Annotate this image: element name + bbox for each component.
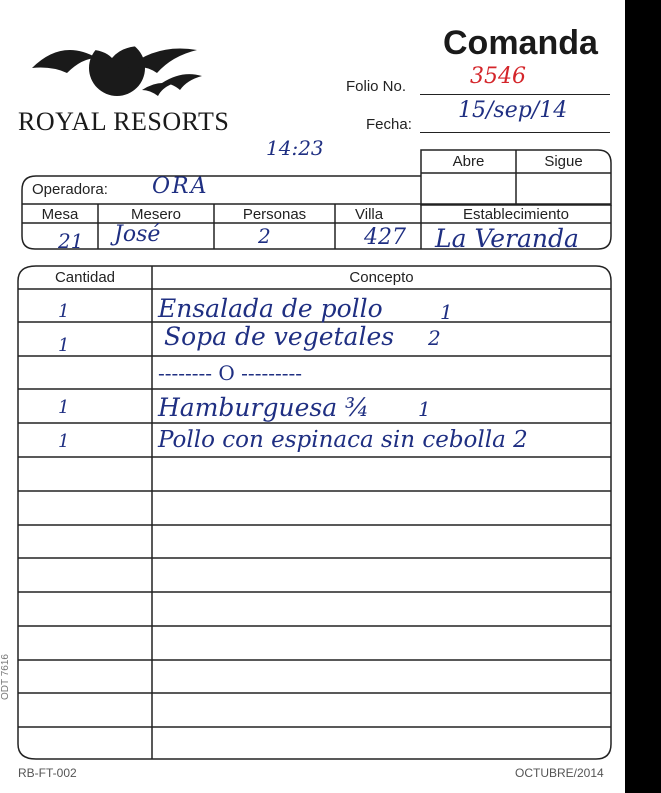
form-date: OCTUBRE/2014: [515, 766, 604, 780]
establecimiento-value: La Veranda: [435, 224, 579, 253]
row-note: 2: [428, 326, 441, 350]
row-concept: Pollo con espinaca sin cebolla 2: [158, 427, 528, 453]
row-concept: Ensalada de pollo: [158, 294, 383, 323]
establecimiento-header: Establecimiento: [463, 206, 569, 223]
sigue-label: Sigue: [544, 153, 583, 170]
time-value: 14:23: [266, 136, 324, 160]
fecha-value: 15/sep/14: [458, 98, 568, 123]
row-concept: -------- O ---------: [158, 361, 302, 385]
row-qty: 1: [58, 301, 70, 322]
personas-header: Personas: [242, 206, 307, 223]
brand-name: ROYAL RESORTS: [18, 107, 230, 136]
concepto-header: Concepto: [349, 269, 414, 286]
row-note: 1: [440, 300, 453, 324]
mesero-value: José: [114, 222, 161, 247]
folio-label: Folio No.: [346, 78, 407, 95]
mesero-header: Mesero: [130, 206, 182, 223]
right-edge-bar: [625, 0, 661, 793]
villa-value: 427: [364, 225, 406, 250]
mesa-header: Mesa: [41, 206, 79, 223]
form-code: RB-FT-002: [18, 766, 77, 780]
villa-header: Villa: [355, 206, 384, 223]
row-concept: Sopa de vegetales: [164, 322, 395, 351]
row-note: 1: [418, 397, 431, 421]
cantidad-header: Cantidad: [54, 269, 116, 286]
row-qty: 1: [58, 397, 70, 418]
row-qty: 1: [58, 335, 70, 356]
mesa-value: 21: [58, 229, 84, 253]
row-concept: Hamburguesa ¾: [158, 393, 370, 422]
operadora-value: ORA: [152, 174, 209, 199]
personas-value: 2: [258, 224, 271, 248]
folio-value: 3546: [470, 64, 526, 89]
document-title: Comanda: [443, 24, 598, 62]
operadora-label: Operadora:: [32, 181, 108, 198]
abre-label: Abre: [452, 153, 485, 170]
row-qty: 1: [58, 431, 70, 452]
fecha-label: Fecha:: [366, 116, 412, 133]
side-code: ODT 7616: [0, 654, 11, 700]
